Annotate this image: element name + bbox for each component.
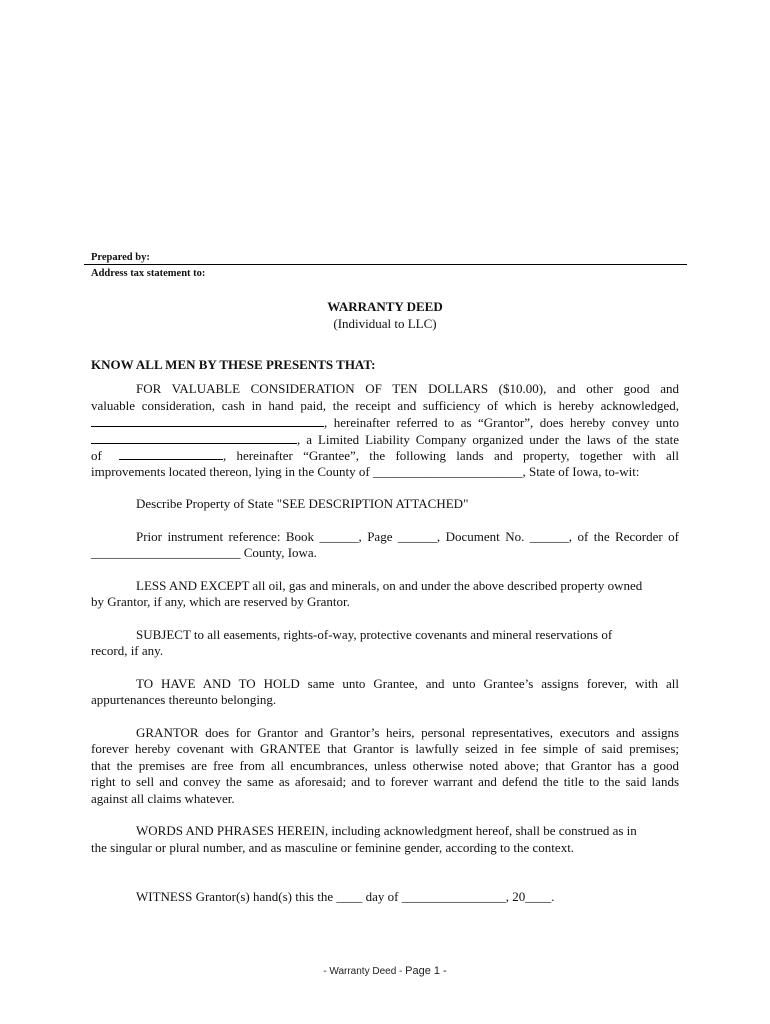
footer-page-number: Page 1 - [405, 965, 447, 977]
grantor-covenant-line-3: that the premises are free from all encumbrances, unless otherwise noted above; that Grantor has a good [91, 758, 679, 773]
grantee-line-text: , a Limited Liability Company organized under the laws of the state [297, 432, 679, 447]
address-tax-label: Address tax statement to: [91, 268, 206, 279]
words-phrases-line-1: WORDS AND PHRASES HEREIN, including acknowledgment hereof, shall be construed as in [136, 823, 637, 838]
subject-line-2: record, if any. [91, 643, 164, 658]
grantor-name-blank [91, 413, 324, 427]
grantor-covenant-line-5: against all claims whatever. [91, 791, 235, 806]
to-have-line-2: appurtenances thereunto belonging. [91, 692, 277, 707]
document-title: WARRANTY DEED [327, 299, 443, 314]
to-have-line-1: TO HAVE AND TO HOLD same unto Grantee, and unto Grantee’s assigns forever, with all [136, 676, 679, 691]
witness-line: WITNESS Grantor(s) hand(s) this the ____ day of ________________, 20____. [136, 889, 555, 904]
state-of-label: of [91, 448, 102, 463]
grantor-line-text: , hereinafter referred to as “Grantor”, does hereby convey unto [324, 415, 679, 430]
grantor-covenant-line-4: right to sell and convey the same as aforesaid; and to forever warrant and defend the title to the said lands [91, 774, 679, 789]
footer-doc-title: - Warranty Deed - [323, 966, 403, 977]
less-except-line-2: by Grantor, if any, which are reserved by Grantor. [91, 594, 350, 609]
words-phrases-line-2: the singular or plural number, and as masculine or feminine gender, according to the context. [91, 840, 575, 855]
consideration-line-2: valuable consideration, cash in hand paid, the receipt and sufficiency of which is hereby acknowledged, [91, 398, 679, 413]
describe-property: Describe Property of State "SEE DESCRIPTION ATTACHED" [136, 496, 469, 511]
know-all-men-heading: KNOW ALL MEN BY THESE PRESENTS THAT: [91, 357, 376, 372]
grantor-line [91, 413, 679, 431]
header-divider [84, 264, 687, 265]
state-line-text: , hereinafter “Grantee”, the following lands and property, together with all [223, 448, 679, 463]
grantor-covenant-line-1: GRANTOR does for Grantor and Grantor’s heirs, personal representatives, executors and assigns [136, 725, 679, 740]
grantor-covenant-line-2: forever hereby covenant with GRANTEE that Grantor is lawfully seized in fee simple of said premises; [91, 741, 679, 756]
prepared-by-label: Prepared by: [91, 252, 150, 263]
subject-line-1: SUBJECT to all easements, rights-of-way, protective covenants and mineral reservations of [136, 627, 613, 642]
page-footer [0, 965, 770, 977]
county-line: improvements located thereon, lying in the County of _______________________, State of Iowa, to-wit: [91, 464, 640, 479]
prior-instrument-line-1: Prior instrument reference: Book ______, Page ______, Document No. ______, of the Recorder of [136, 529, 679, 544]
grantee-name-blank [91, 430, 297, 444]
document-subtitle: (Individual to LLC) [333, 316, 437, 331]
state-line [91, 446, 679, 464]
prior-instrument-line-2: _______________________ County, Iowa. [91, 545, 317, 560]
less-except-line-1: LESS AND EXCEPT all oil, gas and minerals, on and under the above described property owned [136, 578, 643, 593]
consideration-line-1: FOR VALUABLE CONSIDERATION OF TEN DOLLARS ($10.00), and other good and [136, 381, 679, 396]
state-blank [119, 446, 223, 460]
